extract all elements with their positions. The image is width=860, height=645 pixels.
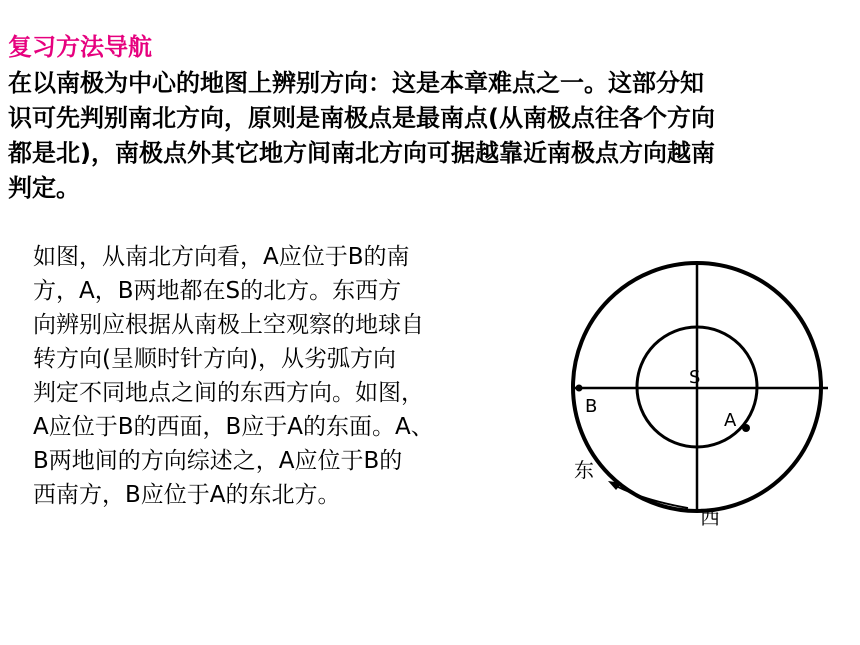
point-a-marker <box>742 424 750 432</box>
polar-map-diagram <box>560 250 860 550</box>
label-west: 西 <box>700 505 720 529</box>
explain-line: B两地间的方向综述之，A应位于B的 <box>33 448 403 474</box>
explanation-paragraph <box>33 240 553 512</box>
intro-line: 识可先判别南北方向，原则是南极点是最南点(从南极点往各个方向 <box>8 104 715 132</box>
explain-line: 向辨别应根据从南极上空观察的地球自 <box>33 312 424 338</box>
explain-line: A应位于B的西面，B应于A的东面。A、 <box>33 414 434 440</box>
explain-line: 转方向(呈顺时针方向)，从劣弧方向 <box>33 346 396 372</box>
label-center: S <box>689 367 701 388</box>
explain-line: 西南方，B应位于A的东北方。 <box>33 482 341 508</box>
intro-line: 在以南极为中心的地图上辨别方向：这是本章难点之一。这部分知 <box>8 69 704 97</box>
label-east: 东 <box>574 458 594 482</box>
label-a: A <box>724 410 737 431</box>
explain-line: 判定不同地点之间的东西方向。如图， <box>33 380 424 406</box>
label-b: B <box>585 396 598 417</box>
point-b-marker <box>576 385 583 392</box>
explain-line: 方，A，B两地都在S的北方。东西方 <box>33 278 402 304</box>
intro-line: 判定。 <box>8 174 80 202</box>
explain-line: 如图，从南北方向看，A应位于B的南 <box>33 244 410 270</box>
section-heading: 复习方法导航 <box>8 33 152 61</box>
intro-paragraph <box>8 66 858 206</box>
intro-line: 都是北)，南极点外其它地方间南北方向可据越靠近南极点方向越南 <box>8 139 715 167</box>
